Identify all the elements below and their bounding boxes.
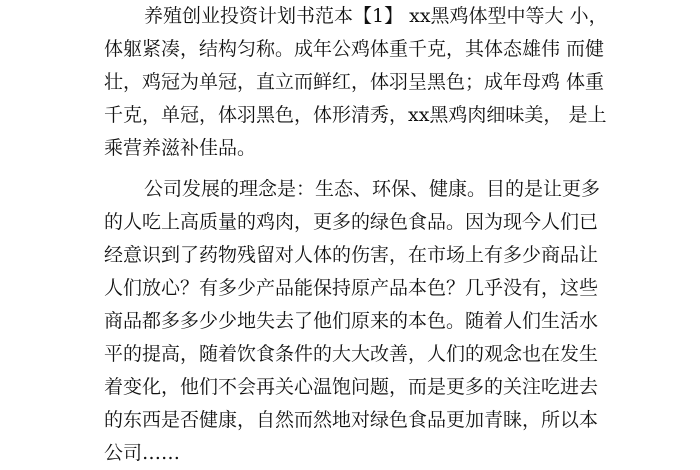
paragraph-1-line-2: [0, 33, 700, 65]
text-line: 的人吃上高质量的鸡肉，更多的绿色食品。因为现今人们已: [104, 211, 599, 233]
text-line: 养殖创业投资计划书范本【1】 xx黑鸡体型中等大 小，: [144, 5, 608, 27]
text-line: 体躯紧凑，结构匀称。成年公鸡体重千克，其体态雄伟 而健: [104, 38, 605, 60]
paragraph-1-line-4: [0, 99, 700, 131]
text-line: 人们放心？有多少产品能保持原产品本色？几乎没有，这些: [104, 277, 599, 299]
paragraph-2-line-6: [0, 338, 700, 370]
paragraph-2-line-4: [0, 272, 700, 304]
text-line: 公司发展的理念是：生态、环保、健康。目的是让更多: [144, 178, 601, 200]
text-line: 壮，鸡冠为单冠，直立而鲜红，体羽呈黑色；成年母鸡 体重: [104, 71, 605, 93]
text-line: 经意识到了药物残留对人体的伤害，在市场上有多少商品让: [104, 244, 599, 266]
paragraph-2-line-2: [0, 206, 700, 238]
paragraph-1-line-3: [0, 66, 700, 98]
text-line: 千克，单冠，体羽黑色，体形清秀，xx黑鸡肉细味美， 是上: [104, 104, 607, 126]
paragraph-2-line-9: [0, 437, 700, 469]
paragraph-2-line-5: [0, 305, 700, 337]
text-line: 着变化，他们不会再关心温饱问题，而是更多的关注吃进去: [104, 376, 599, 398]
paragraph-1-line-5: [0, 132, 700, 164]
paragraph-1-line-1: [0, 0, 700, 32]
paragraph-2-line-1: [0, 173, 700, 205]
text-line: 的东西是否健康，自然而然地对绿色食品更加青睐，所以本: [104, 409, 599, 431]
paragraph-2-line-8: [0, 404, 700, 436]
paragraph-2-line-7: [0, 371, 700, 403]
text-line: 乘营养滋补佳品。: [104, 137, 257, 159]
text-line: 公司……: [104, 442, 181, 464]
text-line: 商品都多多少少地失去了他们原来的本色。随着人们生活水: [104, 310, 599, 332]
paragraph-2-line-3: [0, 239, 700, 271]
text-line: 平的提高，随着饮食条件的大大改善，人们的观念也在发生: [104, 343, 599, 365]
